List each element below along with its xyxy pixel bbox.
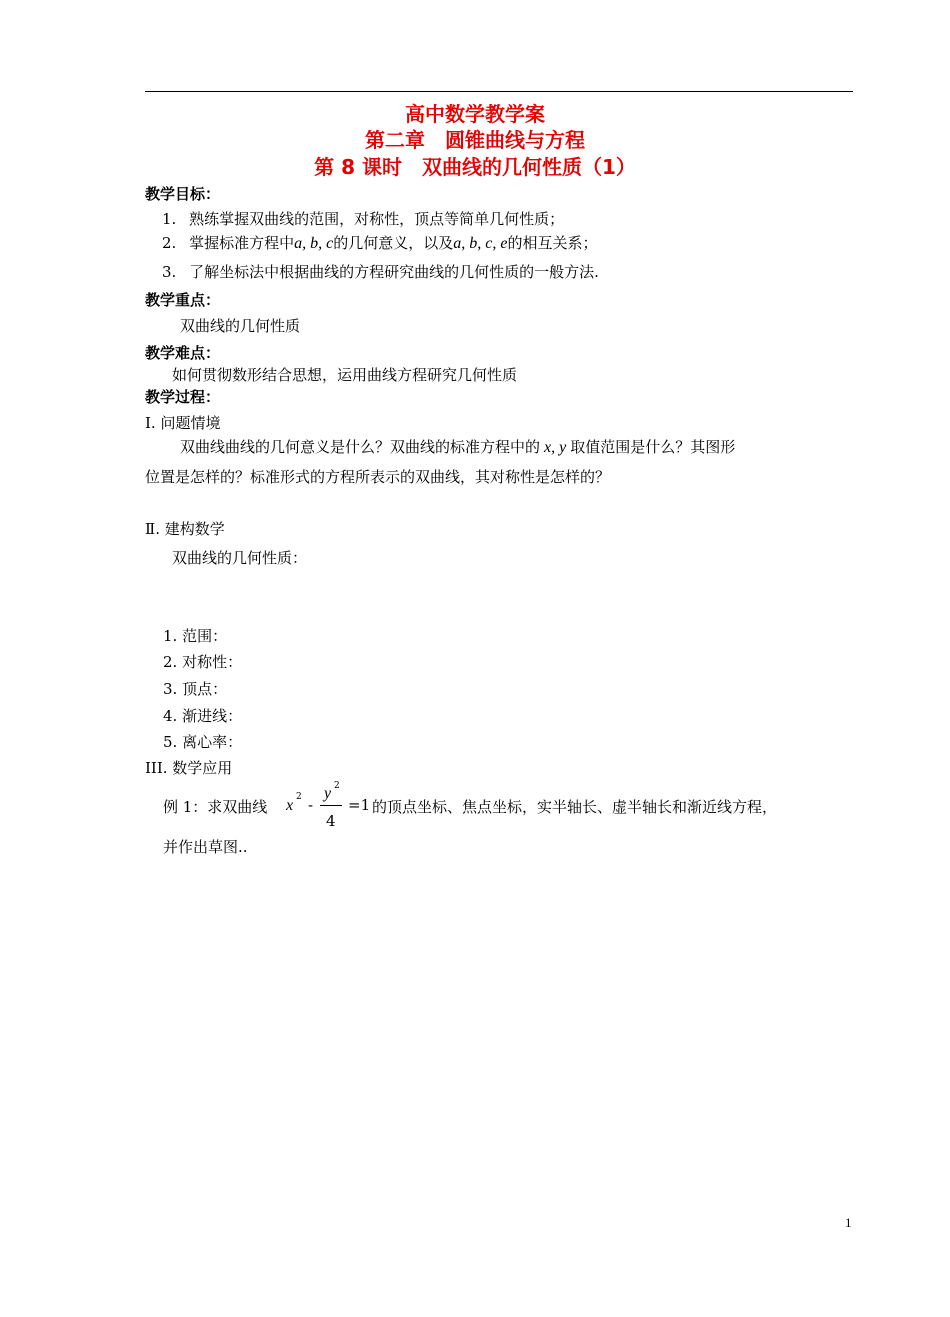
- chapter-title: 第二章 圆锥曲线与方程: [365, 128, 585, 152]
- objective-1-text: 熟练掌握双曲线的范围，对称性，顶点等简单几何性质；: [189, 210, 565, 228]
- eq-denominator: 4: [326, 812, 336, 830]
- eq-numerator-sup: 2: [334, 781, 340, 791]
- property-eccentricity: 5. 离心率：: [163, 733, 243, 751]
- objectives-heading: 教学目标：: [145, 185, 221, 203]
- objective-2-num: 2.: [162, 234, 177, 252]
- difficulty-text: 如何贯彻数形结合思想，运用曲线方程研究几何性质: [172, 366, 518, 384]
- objective-2-text-c: 的相互关系；: [507, 234, 598, 252]
- section-1-line-1a: 双曲线曲线的几何意义是什么？双曲线的标准方程中的: [180, 438, 541, 456]
- property-symmetry: 2. 对称性：: [163, 653, 243, 671]
- eq-minus: -: [308, 796, 314, 814]
- lesson-title: 第 8 课时 双曲线的几何性质（1）: [314, 155, 636, 179]
- section-3-label: III. 数学应用: [145, 759, 233, 777]
- section-1-line-1: [180, 436, 735, 457]
- example-1-suffix: 的顶点坐标、焦点坐标，实半轴长、虚半轴长和渐近线方程，: [372, 798, 778, 816]
- property-asymptote: 4. 渐进线：: [163, 707, 243, 725]
- property-range: 1. 范围：: [163, 627, 228, 645]
- eq-numerator: y: [324, 785, 332, 802]
- objective-2-text-b: 的几何意义，以及: [333, 234, 454, 252]
- objective-1: [162, 208, 564, 229]
- section-1-label: Ⅰ. 问题情境: [145, 414, 221, 432]
- example-1-prefix: 例 1：求双曲线: [163, 798, 268, 816]
- objective-3: [162, 261, 599, 282]
- eq-fraction-bar: [320, 805, 342, 806]
- eq-rhs: =1: [348, 796, 371, 814]
- objective-2: [162, 232, 597, 253]
- key-point-heading: 教学重点：: [145, 291, 221, 309]
- objective-2-math-a: a, b, c: [294, 235, 334, 252]
- section-1-line-2: 位置是怎样的？标准形式的方程所表示的双曲线，其对称性是怎样的？: [145, 468, 611, 486]
- key-point-text: 双曲线的几何性质: [180, 317, 301, 335]
- objective-2-math-b: a, b, c, e: [453, 235, 508, 252]
- section-2-label: Ⅱ. 建构数学: [145, 520, 225, 538]
- eq-x: x: [286, 797, 294, 814]
- section-2-intro: 双曲线的几何性质：: [172, 549, 308, 567]
- page-number: 1: [845, 1215, 852, 1230]
- objective-3-text: 了解坐标法中根据曲线的方程研究曲线的几何性质的一般方法.: [189, 263, 599, 281]
- header-rule: [145, 91, 853, 92]
- section-1-line-1b: 取值范围是什么？其图形: [570, 438, 736, 456]
- process-heading: 教学过程：: [145, 388, 221, 406]
- objective-1-num: 1.: [162, 210, 177, 228]
- difficulty-heading: 教学难点：: [145, 344, 221, 362]
- section-1-math-xy: x, y: [544, 439, 567, 456]
- eq-x-sup: 2: [296, 792, 302, 802]
- doc-title: 高中数学教学案: [405, 102, 545, 126]
- objective-2-text-a: 掌握标准方程中: [189, 234, 295, 252]
- example-1-line-2: 并作出草图..: [163, 838, 248, 856]
- objective-3-num: 3.: [162, 263, 177, 281]
- property-vertex: 3. 顶点：: [163, 680, 228, 698]
